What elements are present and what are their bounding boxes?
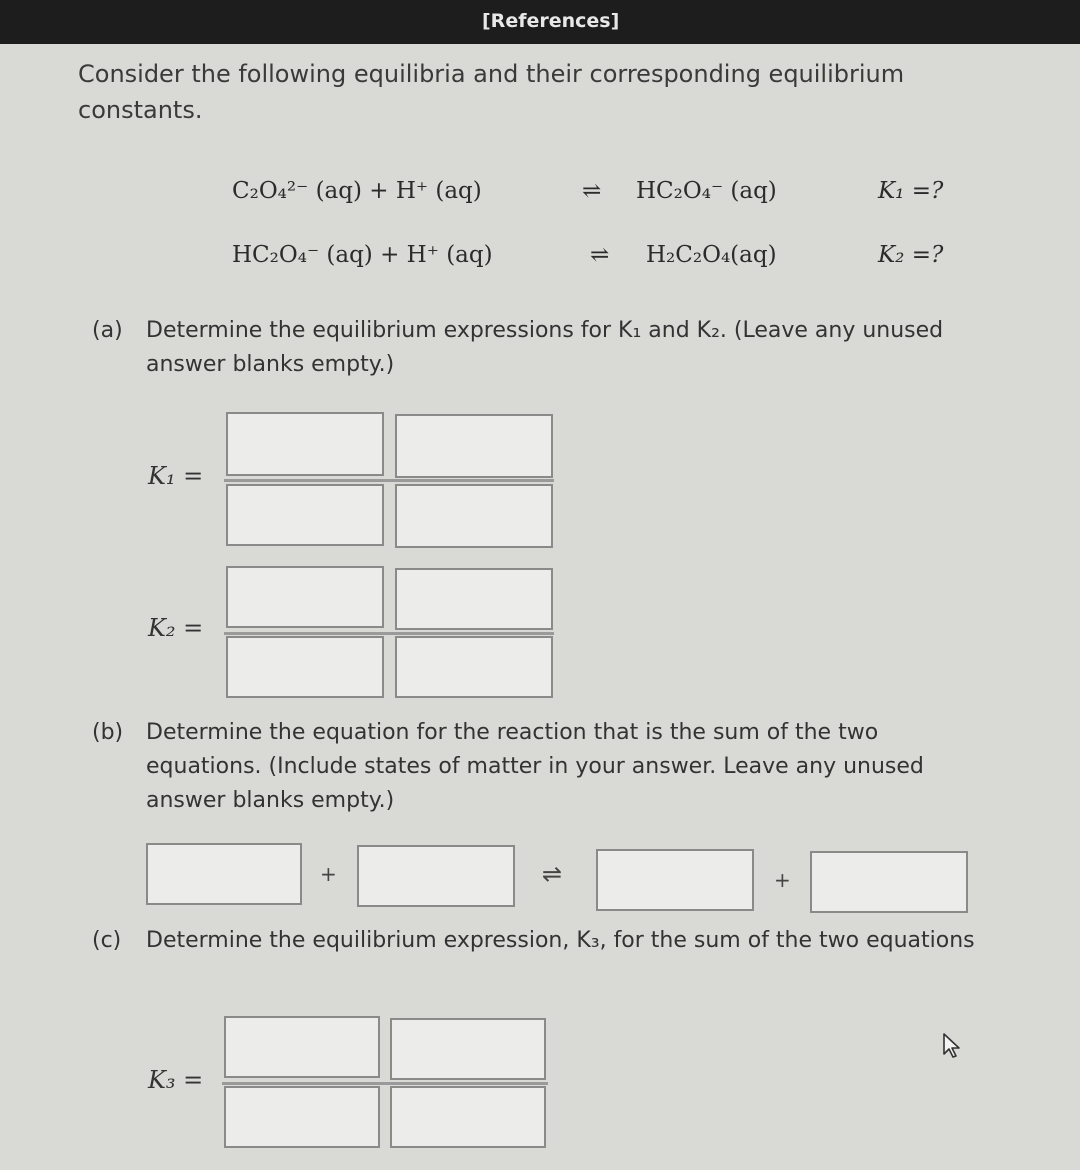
part-b-text: Determine the equation for the reaction that is the sum of the two equations. (Include states of matter in your answer. Leave any unused answer blanks empty.) bbox=[146, 720, 924, 813]
part-a-text: Determine the equilibrium expressions for K₁ and K₂. (Leave any unused answer blanks empty.) bbox=[146, 318, 944, 377]
k1-denominator-2[interactable] bbox=[395, 484, 553, 548]
equation-2-arrow: ⇌ bbox=[590, 242, 610, 268]
plus-sign-left: + bbox=[320, 862, 337, 886]
top-bar bbox=[0, 0, 1080, 44]
part-c-letter: (c) bbox=[92, 928, 122, 953]
equilibrium-arrow: ⇌ bbox=[542, 860, 563, 888]
k3-denominator-1[interactable] bbox=[224, 1086, 380, 1148]
equation-1-rhs: HC₂O₄⁻ (aq) bbox=[636, 178, 777, 204]
equation-1-k: K₁ =? bbox=[878, 178, 944, 204]
k2-denominator-1[interactable] bbox=[226, 636, 384, 698]
k3-label: K₃ = bbox=[148, 1066, 204, 1094]
k3-numerator-2[interactable] bbox=[390, 1018, 546, 1080]
equation-2-rhs: H₂C₂O₄(aq) bbox=[646, 242, 777, 268]
k2-numerator-1[interactable] bbox=[226, 566, 384, 628]
k1-numerator-1[interactable] bbox=[226, 412, 384, 476]
product-2-input[interactable] bbox=[810, 851, 968, 913]
part-a bbox=[92, 314, 944, 377]
k3-denominator-2[interactable] bbox=[390, 1086, 546, 1148]
k2-denominator-2[interactable] bbox=[395, 636, 553, 698]
references-link[interactable]: [References] bbox=[482, 10, 620, 32]
product-1-input[interactable] bbox=[596, 849, 754, 911]
intro-text: Consider the following equilibria and their corresponding equilibrium constants. bbox=[78, 60, 905, 124]
part-b-letter: (b) bbox=[92, 720, 124, 745]
part-b bbox=[92, 716, 924, 813]
equation-2-k: K₂ =? bbox=[878, 242, 944, 268]
k3-numerator-1[interactable] bbox=[224, 1016, 380, 1078]
reactant-2-input[interactable] bbox=[357, 845, 515, 907]
k2-numerator-2[interactable] bbox=[395, 568, 553, 630]
equation-1-arrow: ⇌ bbox=[582, 178, 602, 204]
k1-fraction-bar bbox=[224, 479, 554, 482]
reactant-1-input[interactable] bbox=[146, 843, 302, 905]
k1-denominator-1[interactable] bbox=[226, 484, 384, 546]
part-c bbox=[92, 924, 975, 958]
k2-fraction-bar bbox=[224, 632, 554, 635]
plus-sign-right: + bbox=[774, 868, 791, 892]
mouse-cursor-icon bbox=[940, 1032, 966, 1058]
k1-label: K₁ = bbox=[148, 462, 204, 490]
k3-fraction-bar bbox=[222, 1082, 548, 1085]
k2-label: K₂ = bbox=[148, 614, 204, 642]
equation-1-lhs: C₂O₄²⁻ (aq) + H⁺ (aq) bbox=[232, 178, 482, 204]
part-a-letter: (a) bbox=[92, 318, 123, 343]
part-c-text: Determine the equilibrium expression, K₃, for the sum of the two equations bbox=[146, 928, 975, 953]
k1-numerator-2[interactable] bbox=[395, 414, 553, 478]
equation-2-lhs: HC₂O₄⁻ (aq) + H⁺ (aq) bbox=[232, 242, 493, 268]
